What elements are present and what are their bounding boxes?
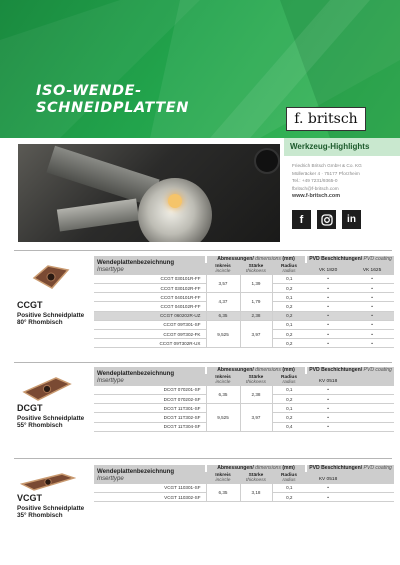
insert-designation: DCGT 070202-SF xyxy=(94,395,206,404)
availability-mark: • xyxy=(306,284,350,293)
thickness-value: 2,38 xyxy=(240,386,272,404)
table-row xyxy=(94,484,394,493)
thickness-value: 3,97 xyxy=(240,404,272,432)
availability-mark: • xyxy=(306,302,350,311)
instagram-icon[interactable] xyxy=(317,210,336,229)
insert-designation: DCGT 070201-SF xyxy=(94,386,206,395)
incircle-value: 6,35 xyxy=(206,311,240,320)
availability-mark: • xyxy=(350,320,394,329)
radius-header: Radius radius xyxy=(272,472,306,484)
thickness-value: 3,97 xyxy=(240,320,272,348)
company-email[interactable]: fbritsch@f-britsch.com xyxy=(292,185,339,191)
table-row xyxy=(94,311,394,320)
facebook-icon[interactable]: f xyxy=(292,210,311,229)
insert-designation: VCGT 110302-SF xyxy=(94,493,206,502)
incircle-value: 9,525 xyxy=(206,320,240,348)
dcgt-insert-image xyxy=(22,374,72,404)
company-website[interactable]: www.f-britsch.com xyxy=(292,193,341,200)
insert-designation: CCGT 040102R-FF xyxy=(94,302,206,311)
availability-mark: • xyxy=(350,284,394,293)
radius-value: 0,1 xyxy=(272,386,306,395)
dcgt-code: DCGT xyxy=(17,403,43,413)
vcgt-desc-1: Positive Schneidplatte xyxy=(17,504,85,512)
brand-logo: f. britsch xyxy=(286,107,366,131)
table-row xyxy=(94,404,394,413)
insert-designation: CCGT 09T301-SF xyxy=(94,320,206,329)
dimensions-header: Abmessungen/ dimensions (mm) xyxy=(206,367,306,374)
availability-mark: • xyxy=(306,413,350,422)
insert-designation: CCGT 030101R-FF xyxy=(94,275,206,284)
radius-value: 0,2 xyxy=(272,339,306,348)
ccgt-code: CCGT xyxy=(17,300,43,310)
divider xyxy=(14,458,392,459)
coating-header: PVD Beschichtungen/ PVD coating xyxy=(306,465,394,472)
table-row xyxy=(94,275,394,284)
insert-designation: VCGT 110301-SF xyxy=(94,484,206,493)
incircle-value: 4,37 xyxy=(206,293,240,311)
empty-cell xyxy=(350,404,394,413)
radius-value: 0,1 xyxy=(272,484,306,493)
availability-mark: • xyxy=(306,386,350,395)
availability-mark: • xyxy=(350,302,394,311)
grade-header: VK 1820 xyxy=(306,263,350,275)
table-row xyxy=(94,320,394,329)
insert-designation: CCGT 060202R-UZ xyxy=(94,311,206,320)
availability-mark: • xyxy=(306,395,350,404)
title-line-1: ISO-WENDE- xyxy=(36,83,142,99)
company-phone: Tel.: +49 7231/9365-0 xyxy=(292,178,338,184)
radius-value: 0,2 xyxy=(272,493,306,502)
company-name: Friedrich Britsch GmbH & Co. KG xyxy=(292,163,362,168)
incircle-value: 6,35 xyxy=(206,484,240,502)
vcgt-table xyxy=(94,465,394,502)
thickness-value: 2,38 xyxy=(240,311,272,320)
thickness-header: Stärke thickness xyxy=(240,374,272,386)
insert-designation: DCGT 11T301-SF xyxy=(94,404,206,413)
ccgt-desc-2: 80° Rhombisch xyxy=(17,319,63,327)
availability-mark: • xyxy=(350,339,394,348)
radius-value: 0,2 xyxy=(272,395,306,404)
thickness-header: Stärke thickness xyxy=(240,263,272,275)
hero-banner xyxy=(0,0,400,138)
ccgt-label xyxy=(17,302,84,327)
grade-header: VK 1625 xyxy=(350,263,394,275)
social-links xyxy=(292,210,361,229)
linkedin-icon[interactable]: in xyxy=(342,210,361,229)
incircle-header: Inkreis incircle xyxy=(206,374,240,386)
incircle-header: Inkreis incircle xyxy=(206,472,240,484)
insert-designation: DCGT 11T302-SF xyxy=(94,413,206,422)
radius-value: 0,2 xyxy=(272,311,306,320)
page-title xyxy=(36,83,189,117)
ccgt-desc-1: Positive Schneidplatte xyxy=(17,311,85,319)
grade-header: KV 0518 xyxy=(306,472,350,484)
vcgt-label xyxy=(17,495,84,520)
incircle-value: 9,525 xyxy=(206,404,240,432)
availability-mark: • xyxy=(350,275,394,284)
availability-mark: • xyxy=(306,422,350,431)
dcgt-desc-2: 55° Rhombisch xyxy=(17,422,63,430)
availability-mark: • xyxy=(350,329,394,338)
empty-cell xyxy=(350,386,394,395)
incircle-header: Inkreis incircle xyxy=(206,263,240,275)
company-address: Mülleräcker 4 · 75177 Pforzheim xyxy=(292,170,360,176)
radius-value: 0,1 xyxy=(272,404,306,413)
availability-mark: • xyxy=(306,320,350,329)
insert-designation: CCGT 040101R-FF xyxy=(94,293,206,302)
empty-cell xyxy=(350,413,394,422)
dcgt-desc-1: Positive Schneidplatte xyxy=(17,414,85,422)
availability-mark: • xyxy=(306,329,350,338)
ccgt-table xyxy=(94,256,394,348)
radius-value: 0,4 xyxy=(272,422,306,431)
designation-header: Wendeplattenbezeichnung Inserttype xyxy=(94,465,206,484)
designation-header: Wendeplattenbezeichnung Inserttype xyxy=(94,367,206,386)
radius-value: 0,1 xyxy=(272,275,306,284)
coating-header: PVD Beschichtungen/ PVD coating xyxy=(306,367,394,374)
radius-value: 0,1 xyxy=(272,320,306,329)
thickness-header: Stärke thickness xyxy=(240,472,272,484)
availability-mark: • xyxy=(306,404,350,413)
dcgt-table xyxy=(94,367,394,432)
coating-header: PVD Beschichtungen/ PVD coating xyxy=(306,256,394,263)
dimensions-header: Abmessungen/ dimensions (mm) xyxy=(206,465,306,472)
vcgt-desc-2: 35° Rhombisch xyxy=(17,512,63,520)
availability-mark: • xyxy=(306,275,350,284)
radius-header: Radius radius xyxy=(272,374,306,386)
title-line-2: SCHNEIDPLATTEN xyxy=(36,100,189,116)
empty-cell xyxy=(350,493,394,502)
empty-cell xyxy=(350,484,394,493)
empty-cell xyxy=(350,395,394,404)
divider xyxy=(14,362,392,363)
machining-photo xyxy=(18,144,280,242)
insert-designation: CCGT 030102R-FF xyxy=(94,284,206,293)
designation-header: Wendeplattenbezeichnung Inserttype xyxy=(94,256,206,275)
vcgt-insert-image xyxy=(20,470,76,494)
radius-value: 0,1 xyxy=(272,293,306,302)
ccgt-insert-image xyxy=(30,262,70,292)
insert-designation: DCGT 11T304-SF xyxy=(94,422,206,431)
insert-designation: CCGT 09T302R-UX xyxy=(94,339,206,348)
availability-mark: • xyxy=(306,493,350,502)
radius-value: 0,2 xyxy=(272,284,306,293)
divider xyxy=(14,250,392,251)
table-row xyxy=(94,293,394,302)
empty-cell xyxy=(350,422,394,431)
dcgt-label xyxy=(17,405,84,430)
availability-mark: • xyxy=(350,293,394,302)
insert-designation: CCGT 09T302-FK xyxy=(94,329,206,338)
radius-header: Radius radius xyxy=(272,263,306,275)
table-row xyxy=(94,386,394,395)
vcgt-code: VCGT xyxy=(17,493,43,503)
thickness-value: 1,79 xyxy=(240,293,272,311)
availability-mark: • xyxy=(306,339,350,348)
availability-mark: • xyxy=(306,484,350,493)
dimensions-header: Abmessungen/ dimensions (mm) xyxy=(206,256,306,263)
highlights-label: Werkzeug-Highlights xyxy=(284,138,400,156)
grade-header: KV 0518 xyxy=(306,374,350,386)
thickness-value: 3,18 xyxy=(240,484,272,502)
incircle-value: 6,35 xyxy=(206,386,240,404)
thickness-value: 1,39 xyxy=(240,275,272,293)
radius-value: 0,2 xyxy=(272,302,306,311)
radius-value: 0,2 xyxy=(272,329,306,338)
availability-mark: • xyxy=(350,311,394,320)
incircle-value: 3,57 xyxy=(206,275,240,293)
availability-mark: • xyxy=(306,311,350,320)
company-info xyxy=(292,162,396,201)
availability-mark: • xyxy=(306,293,350,302)
radius-value: 0,2 xyxy=(272,413,306,422)
